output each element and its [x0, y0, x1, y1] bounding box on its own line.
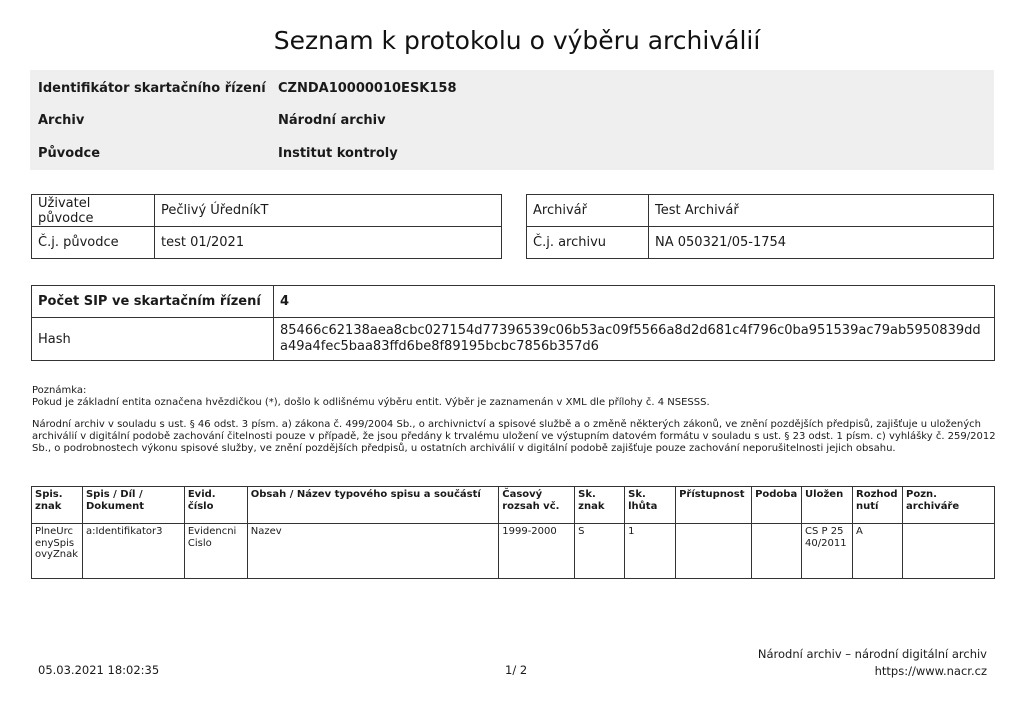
info-value: Institut kontroly: [278, 146, 398, 161]
table-cell: [752, 524, 802, 579]
originator-table: [31, 194, 502, 259]
table-cell: 1999-2000: [499, 524, 575, 579]
footer-url: https://www.nacr.cz: [874, 664, 987, 678]
archive-table: [526, 194, 994, 259]
notes-line-1: Pokud je základní entita označena hvězdičkou (*), došlo k odlišnému výběru entit. Výběr je zaznamenán v XML dle přílohy č. 4 NSESSS.: [32, 397, 710, 408]
table-cell: [676, 524, 752, 579]
column-header: Uložen: [802, 487, 853, 524]
table-cell: Nazev: [247, 524, 498, 579]
table-cell: [903, 524, 995, 579]
originator-user-value: Pečlivý ÚředníkT: [155, 195, 502, 227]
footer-page-number: 1/ 2: [505, 663, 528, 677]
table-cell: A: [853, 524, 903, 579]
sip-count-value: 4: [274, 286, 995, 318]
notes-block: [32, 385, 998, 455]
archive-ref-label: Č.j. archivu: [527, 227, 649, 259]
notes-heading: Poznámka:: [32, 385, 87, 396]
column-header: Sk. lhůta: [625, 487, 676, 524]
originator-ref-label: Č.j. původce: [32, 227, 155, 259]
hash-value: 85466c62138aea8cbc027154d77396539c06b53ac09f5566a8d2d681c4f796c0ba951539ac79ab5950839dda49a4fec5baa83ffd6be8f89195bcbc7856b357d6: [274, 318, 995, 361]
column-header: Přístupnost: [676, 487, 752, 524]
column-header: Obsah / Název typového spisu a součástí: [247, 487, 498, 524]
footer-organization: [758, 646, 987, 680]
column-header: Evid. číslo: [184, 487, 247, 524]
column-header: Spis. znak: [32, 487, 83, 524]
sip-table: [31, 285, 995, 361]
column-header: Sk. znak: [575, 487, 625, 524]
info-label: Původce: [38, 146, 101, 161]
sip-count-label: Počet SIP ve skartačním řízení: [32, 286, 274, 318]
hash-label: Hash: [32, 318, 274, 361]
archivist-label: Archivář: [527, 195, 649, 227]
originator-ref-value: test 01/2021: [155, 227, 502, 259]
column-header: Pozn. archiváře: [903, 487, 995, 524]
footer-datetime: 05.03.2021 18:02:35: [38, 663, 160, 677]
table-cell: CS P 2540/2011: [802, 524, 853, 579]
column-header: Časový rozsah vč.: [499, 487, 575, 524]
archivist-value: Test Archivář: [649, 195, 994, 227]
column-header: Podoba: [752, 487, 802, 524]
table-row: [32, 524, 995, 579]
column-header: Spis / Díl / Dokument: [82, 487, 184, 524]
notes-line-2: Národní archiv v souladu s ust. § 46 odst. 3 písm. a) zákona č. 499/2004 Sb., o archivnictví a spisové službě a o změně některých zákonů, ve znění pozdějších předpisů, zajišťuje u uložených archiválií v digitální podobě zachování čitelnosti pouze v případě, že jsou předány k trvalému uložení ve výstupním datovém formátu v souladu s ust. § 23 odst. 1 písm. c) vyhlášky č. 259/2012 Sb., o podrobnostech výkonu spisové služby, ve znění pozdějších předpisů, u ostatních archiválií v digitální podobě zajišťuje pouze zachování neporušitelnosti jejich obsahu.: [32, 419, 996, 454]
table-cell: PlneUrcenySpisovyZnak: [32, 524, 83, 579]
info-label: Identifikátor skartačního řízení: [38, 81, 266, 96]
table-cell: 1: [625, 524, 676, 579]
process-info-box: [30, 70, 994, 170]
table-header-row: [32, 487, 995, 524]
records-table: [31, 486, 995, 579]
table-cell: Evidencni Cislo: [184, 524, 247, 579]
column-header: Rozhod nutí: [853, 487, 903, 524]
info-value: Národní archiv: [278, 113, 386, 128]
info-label: Archiv: [38, 113, 85, 128]
originator-user-label: Uživatel původce: [32, 195, 155, 227]
info-value: CZNDA10000010ESK158: [278, 81, 457, 96]
table-cell: a:Identifikator3: [82, 524, 184, 579]
page-title: Seznam k protokolu o výběru archiválií: [273, 26, 761, 55]
table-cell: S: [575, 524, 625, 579]
archive-ref-value: NA 050321/05-1754: [649, 227, 994, 259]
footer-org-name: Národní archiv – národní digitální archiv: [757, 647, 987, 661]
